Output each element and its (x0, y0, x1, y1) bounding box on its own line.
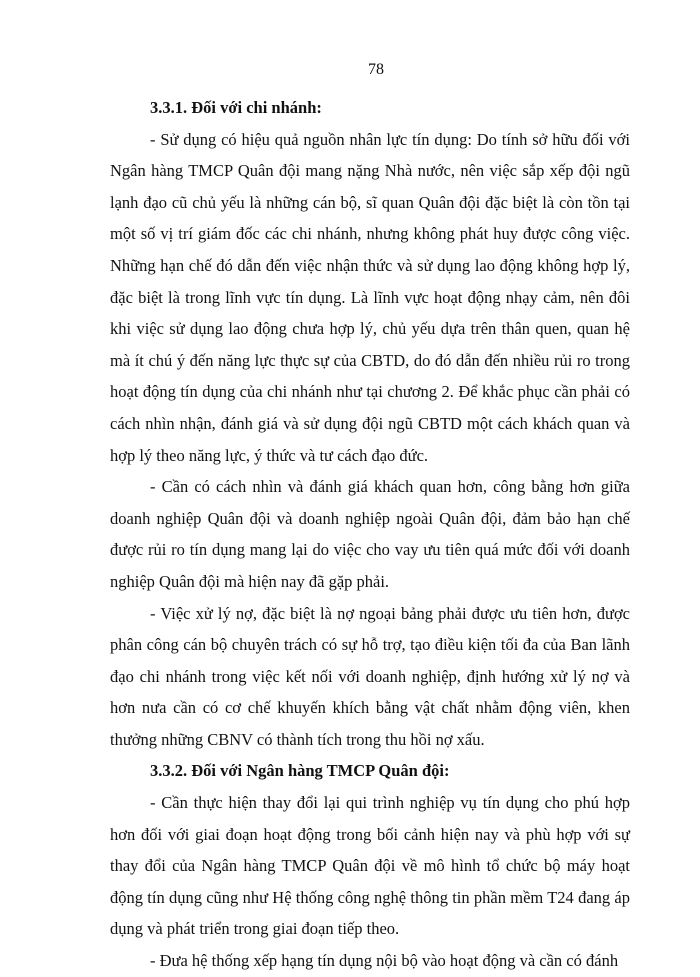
section-bank (110, 755, 630, 976)
paragraph: - Cần có cách nhìn và đánh giá khách quan hơn, công bằng hơn giữa doanh nghiệp Quân đội và doanh nghiệp ngoài Quân đội, đảm bảo hạn chế được rủi ro tín dụng mang lại do việc cho vay ưu tiên quá mức đối với doanh nghiệp Quân đội mà hiện nay đã gặp phải. (110, 477, 630, 591)
document-page (110, 60, 630, 977)
paragraph: - Cần thực hiện thay đổi lại qui trình nghiệp vụ tín dụng cho phú hợp hơn đối với giai đoạn hoạt động trong bối cảnh hiện nay và phù hợp với sự thay đổi của Ngân hàng TMCP Quân đội về mô hình tổ chức bộ máy hoạt động tín dụng cũng như Hệ thống công nghệ thông tin phần mềm T24 đang áp dụng và phát triển trong giai đoạn tiếp theo. (110, 793, 630, 939)
section-heading: 3.3.1. Đối với chi nhánh: (150, 98, 322, 117)
page-number: 78 (368, 61, 384, 78)
section-branch (110, 92, 630, 755)
paragraph: - Việc xử lý nợ, đặc biệt là nợ ngoại bảng phải được ưu tiên hơn, được phân công cán bộ chuyên trách có sự hỗ trợ, tạo điều kiện tối đa của Ban lãnh đạo chi nhánh trong việc kết nối với doanh nghiệp, định hướng xử lý nợ và hơn nưa cần có cơ chế khuyến khích bằng vật chất nhằm động viên, khen thưởng những CBNV có thành tích trong thu hồi nợ xấu. (110, 603, 630, 749)
paragraph: - Sử dụng có hiệu quả nguồn nhân lực tín dụng: Do tính sở hữu đối với Ngân hàng TMCP Quân đội mang nặng Nhà nước, nên việc sắp xếp đội ngũ lạnh đạo cũ chủ yếu là những cán bộ, sĩ quan Quân đội đặc biệt là còn tồn tại một số vị trí giám đốc các chi nhánh, nhưng không phát huy được công việc. Những hạn chế đó dẫn đến việc nhận thức và sử dụng lao động không hợp lý, đặc biệt là trong lĩnh vực tín dụng. Là lĩnh vực hoạt động nhạy cảm, nên đôi khi việc sử dụng lao động chưa hợp lý, chủ yếu dựa trên thân quen, quan hệ mà ít chú ý đến năng lực thực sự của CBTD, do đó dẫn đến nhiều rủi ro trong hoạt động tín dụng của chi nhánh như tại chương 2. Để khắc phục cần phải có cách nhìn nhận, đánh giá và sử dụng đội ngũ CBTD một cách khách quan và hợp lý theo năng lực, ý thức và tư cách đạo đức. (110, 129, 630, 465)
section-heading: 3.3.2. Đối với Ngân hàng TMCP Quân đội: (150, 761, 450, 781)
paragraph: - Đưa hệ thống xếp hạng tín dụng nội bộ vào hoạt động và cần có đánh (150, 951, 619, 971)
